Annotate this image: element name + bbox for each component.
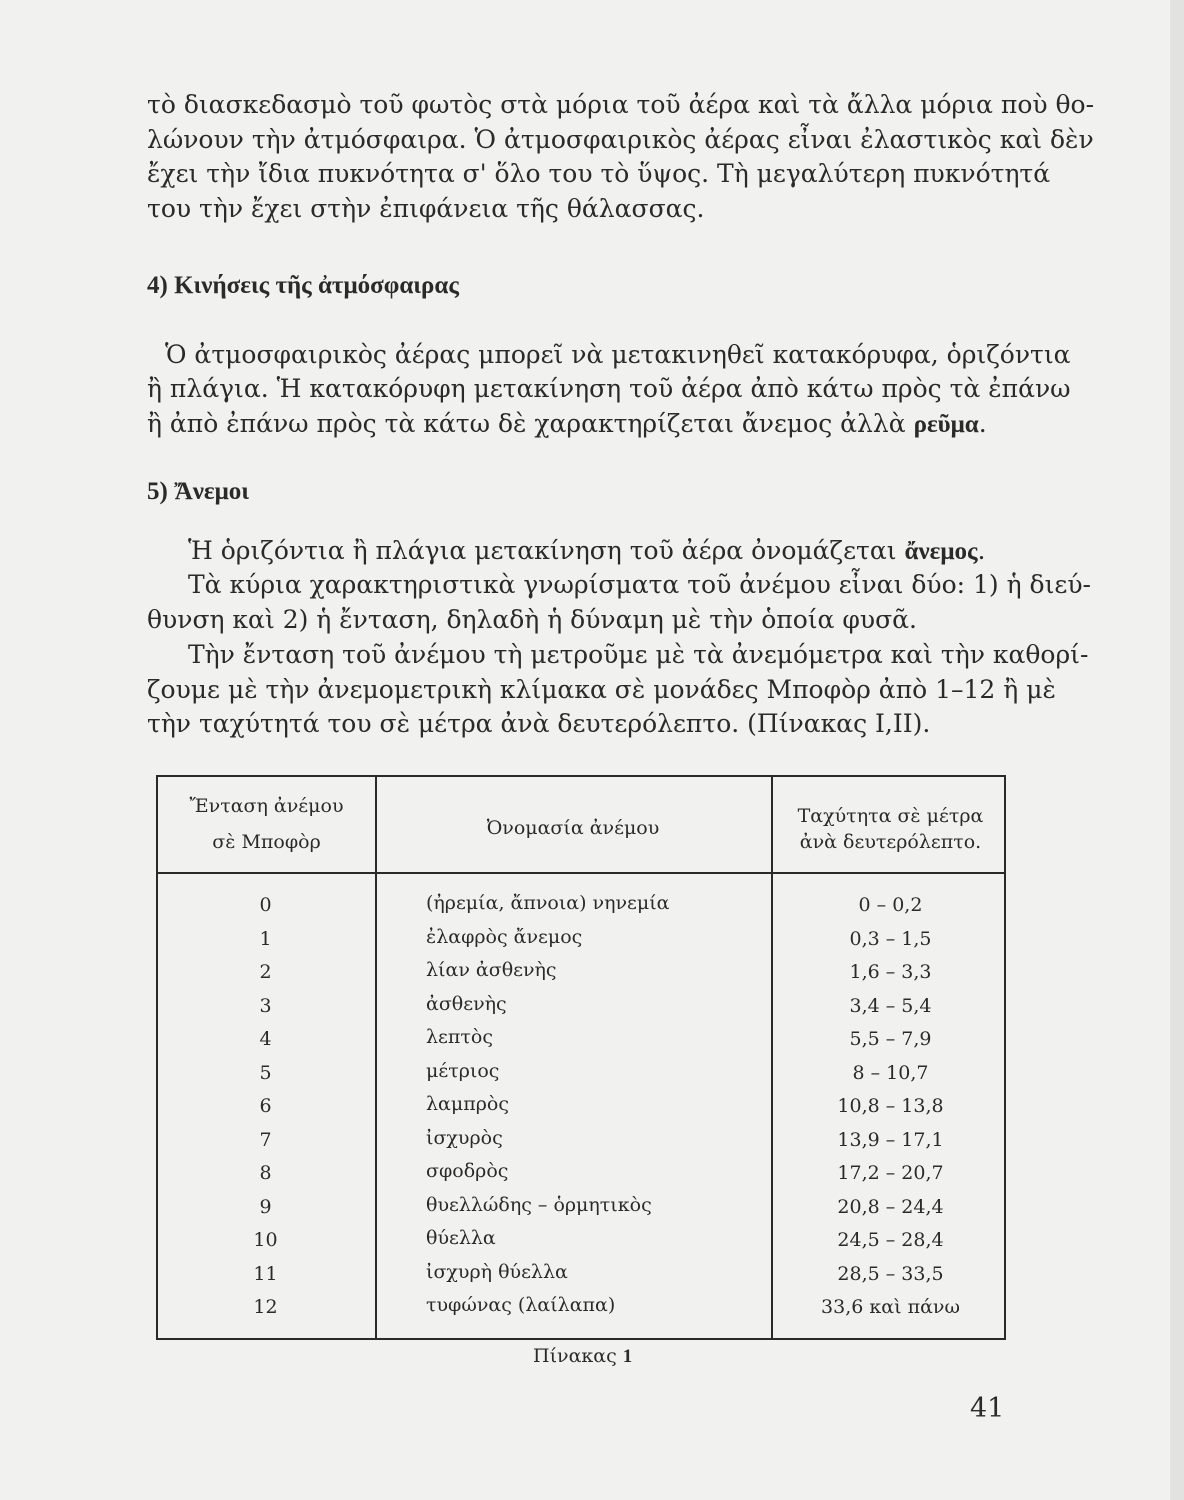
beaufort-cell: 12 (253, 1296, 278, 1318)
wind-name-column (426, 887, 746, 1323)
section-4-line: ἢ πλάγια. Ἡ κατακόρυφη μετακίνηση τοῦ ἀέρα ἀπὸ κάτω πρὸς τὰ ἐπάνω (147, 374, 1071, 403)
intro-line: λώνουν τὴν ἀτμόσφαιρα. Ὁ ἀτμοσφαιρικὸς ἀέρας εἶναι ἐλαστικὸς καὶ δὲν (147, 124, 1094, 154)
beaufort-cell: 10 (253, 1229, 278, 1251)
speed-cell: 20,8 – 24,4 (837, 1195, 944, 1218)
term-reuma: ρεῦμα (913, 410, 979, 438)
wind-name-cell: λίαν ἀσθενὴς (426, 959, 557, 981)
beaufort-cell: 6 (259, 1095, 272, 1117)
beaufort-cell: 4 (259, 1028, 272, 1050)
characteristics-line: θυνση καὶ 2) ἡ ἔνταση, δηλαδὴ ἡ δύναμη μὲ τὴν ὁποία φυσᾶ. (147, 604, 917, 634)
section-4-last-prefix: ἢ ἀπὸ ἐπάνω πρὸς τὰ κάτω δὲ χαρακτηρίζεται ἄνεμος ἀλλὰ (147, 408, 914, 438)
beaufort-cell: 7 (259, 1128, 272, 1151)
wind-name-cell: ἐλαφρὸς ἄνεμος (426, 925, 583, 948)
wind-name-cell: λαμπρὸς (426, 1093, 509, 1115)
beaufort-cell: 9 (259, 1195, 272, 1218)
page-number: 41 (970, 1393, 1005, 1424)
column-divider (375, 777, 377, 1338)
wind-name-cell: μέτριος (426, 1059, 500, 1082)
section-5-definition (188, 534, 1002, 570)
speed-cell: 1,6 – 3,3 (849, 961, 932, 983)
section-4-paragraph-cont (147, 372, 1071, 442)
table-caption (533, 1345, 632, 1368)
measurement-line: τὴν ταχύτητά του σὲ μέτρα ἀνὰ δευτερόλεπτο. (Πίνακας Ι,ΙΙ). (147, 709, 931, 738)
measurement-line: ζουμε μὲ τὴν ἀνεμομετρικὴ κλίμακα σὲ μονάδες Μποφὸρ ἀπὸ 1–12 ἢ μὲ (147, 674, 1056, 704)
header-speed (773, 803, 1008, 855)
speed-cell: 28,5 – 33,5 (837, 1262, 944, 1285)
speed-column (773, 889, 1008, 1325)
section-4-paragraph (165, 338, 1071, 373)
intro-paragraph (147, 88, 1095, 226)
speed-cell: 13,9 – 17,1 (837, 1128, 944, 1151)
wind-name-cell: ἰσχυρὴ θύελλα (426, 1260, 568, 1283)
beaufort-cell: 8 (259, 1162, 272, 1184)
header-speed-line1: Ταχύτητα σὲ μέτρα (797, 805, 984, 827)
header-beaufort (158, 791, 375, 857)
section-5-heading: 5) Ἄνεμοι (147, 478, 250, 505)
intro-line: τὸ διασκεδασμὸ τοῦ φωτὸς στὰ μόρια τοῦ ἀέρα καὶ τὰ ἄλλα μόρια ποὺ θο- (147, 90, 1095, 119)
speed-cell: 24,5 – 28,4 (837, 1229, 944, 1251)
speed-cell: 10,8 – 13,8 (837, 1095, 944, 1117)
section-4-last-line (147, 407, 1002, 443)
wind-name-cell: θύελλα (426, 1227, 496, 1249)
header-beaufort-line1: Ἔνταση ἀνέμου (189, 795, 344, 817)
definition-suffix: . (977, 536, 986, 565)
beaufort-cell: 3 (259, 994, 272, 1017)
beaufort-column (158, 889, 373, 1325)
section-5-characteristics (147, 568, 1091, 637)
header-wind-name: Ὀνομασία ἀνέμου (486, 817, 660, 839)
definition-prefix: Ἡ ὁριζόντια ἢ πλάγια μετακίνηση τοῦ ἀέρα ὀνομάζεται (188, 536, 905, 565)
term-anemos: ἄνεμος (904, 538, 978, 565)
beaufort-table (156, 775, 1006, 1340)
caption-number: 1 (622, 1346, 633, 1367)
speed-cell: 5,5 – 7,9 (849, 1028, 932, 1050)
characteristics-line: Τὰ κύρια χαρακτηριστικὰ γνωρίσματα τοῦ ἀνέμου εἶναι δύο: 1) ἡ διεύ- (188, 570, 1091, 599)
header-speed-line2: ἀνὰ δευτερόλεπτο. (799, 831, 982, 853)
beaufort-cell: 5 (259, 1061, 272, 1084)
caption-label: Πίνακας (533, 1345, 617, 1367)
wind-name-cell: σφοδρὸς (426, 1160, 509, 1182)
wind-name-cell: τυφώνας (λαίλαπα) (426, 1294, 616, 1316)
speed-cell: 33,6 καὶ πάνω (821, 1296, 960, 1318)
speed-cell: 0 – 0,2 (858, 894, 923, 916)
speed-cell: 3,4 – 5,4 (849, 994, 932, 1017)
beaufort-cell: 2 (259, 961, 272, 983)
intro-line: του τὴν ἔχει στὴν ἐπιφάνεια τῆς θάλασσας. (147, 193, 705, 223)
page-edge-shadow (1170, 0, 1184, 1500)
header-divider (158, 872, 1004, 874)
header-beaufort-line2: σὲ Μποφὸρ (212, 831, 321, 853)
speed-cell: 17,2 – 20,7 (837, 1162, 944, 1184)
section-4-line: Ὁ ἀτμοσφαιρικὸς ἀέρας μπορεῖ νὰ μετακινηθεῖ κατακόρυφα, ὁριζόντια (165, 340, 1071, 369)
wind-name-cell: θυελλώδης – ὁρμητικὸς (426, 1193, 652, 1216)
wind-name-cell: λεπτὸς (426, 1026, 493, 1048)
wind-name-cell: ἰσχυρὸς (426, 1126, 503, 1149)
section-5-def-line (188, 534, 1002, 570)
section-4-last-suffix: . (978, 408, 987, 438)
beaufort-cell: 11 (253, 1262, 278, 1285)
wind-name-cell: (ἠρεμία, ἄπνοια) νηνεμία (426, 892, 670, 914)
beaufort-cell: 0 (259, 894, 272, 916)
intro-line: ἔχει τὴν ἴδια πυκνότητα σ' ὅλο του τὸ ὕψος. Τὴ μεγαλύτερη πυκνότητά (147, 159, 1051, 188)
section-5-measurement (147, 638, 1089, 742)
speed-cell: 0,3 – 1,5 (849, 927, 932, 950)
beaufort-cell: 1 (259, 927, 272, 950)
speed-cell: 8 – 10,7 (852, 1061, 929, 1084)
section-4-heading: 4) Κινήσεις τῆς ἀτμόσφαιρας (147, 272, 459, 299)
wind-name-cell: ἀσθενὴς (426, 992, 507, 1015)
measurement-line: Τὴν ἔνταση τοῦ ἀνέμου τὴ μετροῦμε μὲ τὰ ἀνεμόμετρα καὶ τὴν καθορί- (188, 640, 1089, 669)
